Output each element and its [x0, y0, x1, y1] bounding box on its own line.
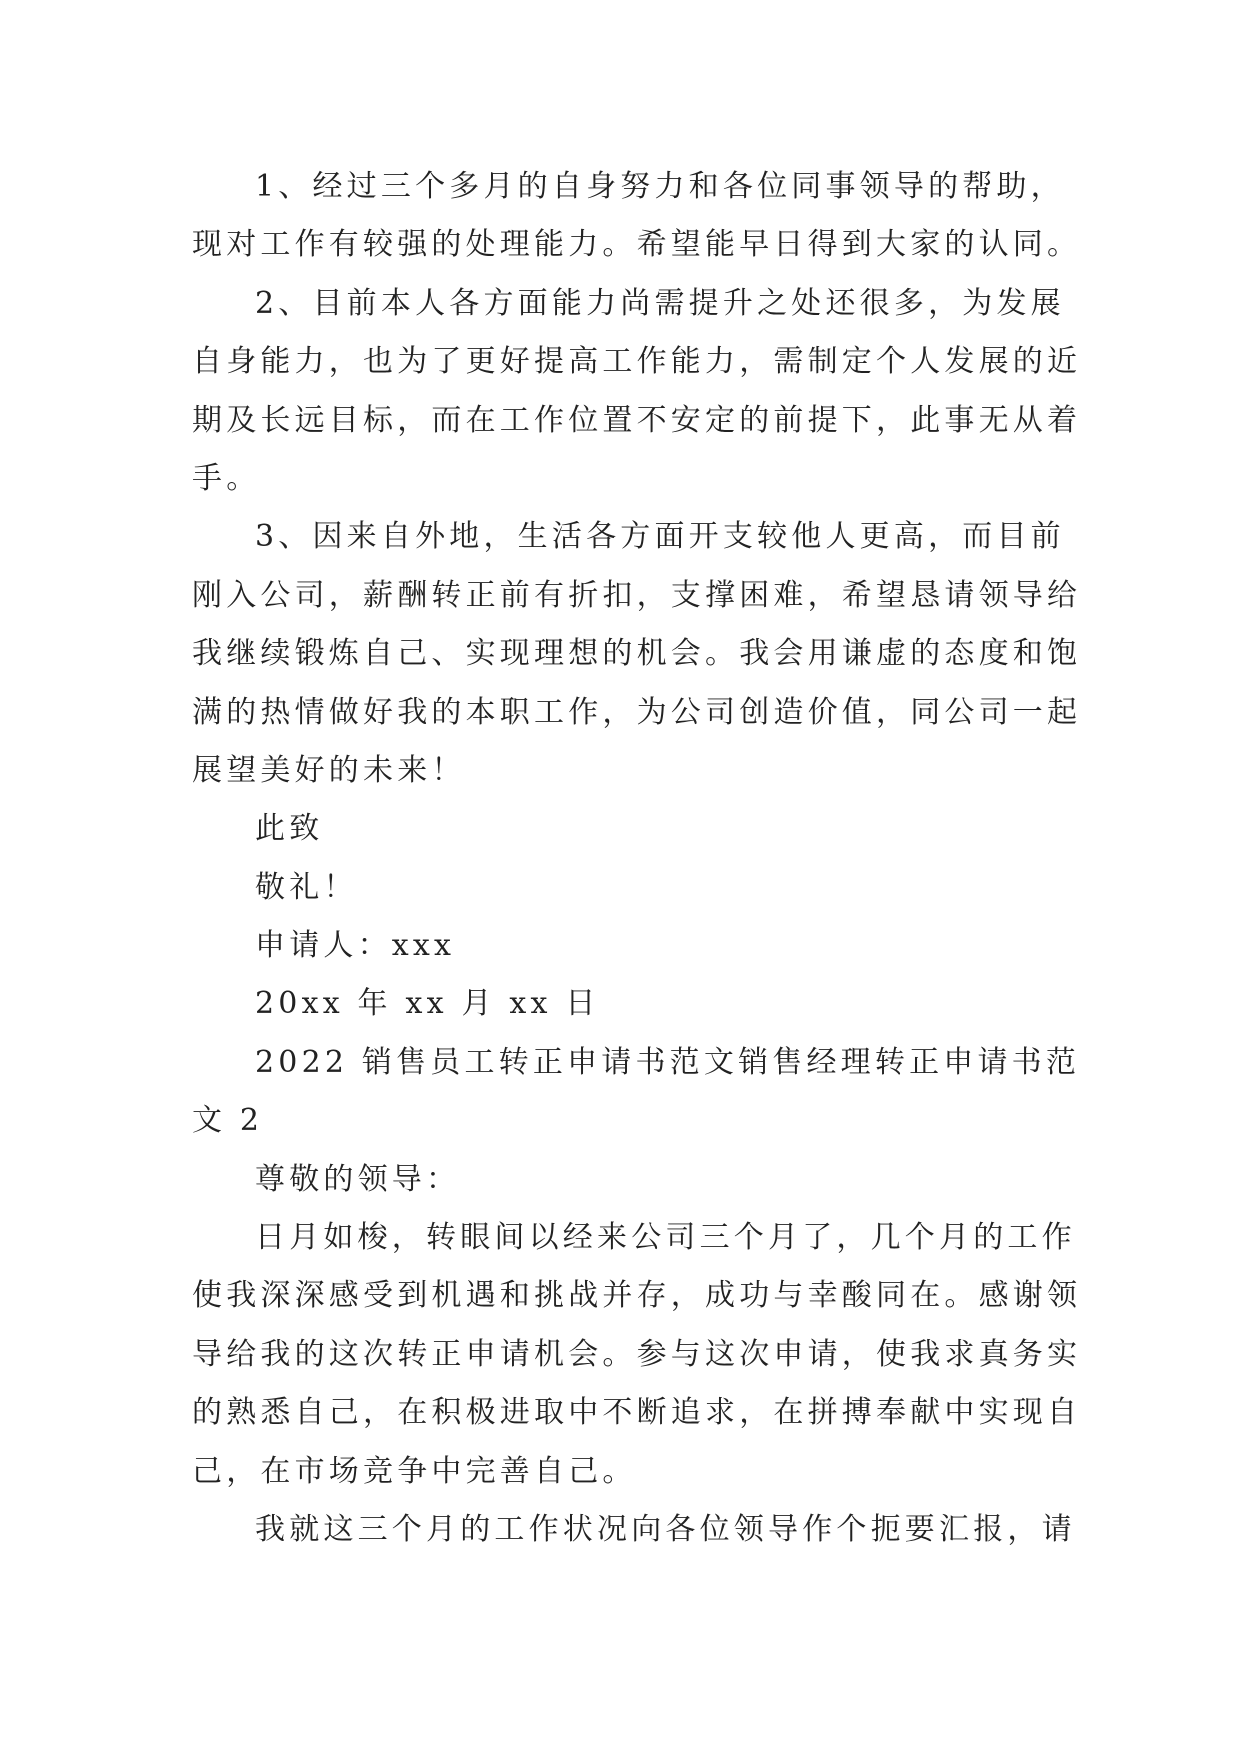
- paragraph-2-line-2: 自身能力，也为了更好提高工作能力，需制定个人发展的近: [192, 344, 1082, 380]
- document-body: [192, 158, 1082, 1559]
- paragraph-3-line-3: 我继续锻炼自己、实现理想的机会。我会用谦虚的态度和饱: [192, 636, 1082, 672]
- paragraph-2-line-1: 2、目前本人各方面能力尚需提升之处还很多，为发展: [255, 285, 1065, 321]
- paragraph-2-line-3: 期及长远目标，而在工作位置不安定的前提下，此事无从着: [192, 402, 1082, 438]
- paragraph-1-line-2: 现对工作有较强的处理能力。希望能早日得到大家的认同。: [192, 227, 1082, 263]
- paragraph-3-line-4: 满的热情做好我的本职工作，为公司创造价值，同公司一起: [192, 694, 1082, 730]
- paragraph-5-line-1: 我就这三个月的工作状况向各位领导作个扼要汇报，请: [255, 1511, 1076, 1547]
- paragraph-4-line-1: 日月如梭，转眼间以经来公司三个月了，几个月的工作: [255, 1220, 1076, 1256]
- paragraph-3-line-2: 刚入公司，薪酬转正前有折扣，支撑困难，希望恳请领导给: [192, 577, 1082, 613]
- paragraph-2-line-4: 手。: [192, 460, 261, 496]
- paragraph-4-line-2: 使我深深感受到机遇和挑战并存，成功与幸酸同在。感谢领: [192, 1278, 1082, 1314]
- paragraph-4-line-5: 己，在市场竞争中完善自己。: [192, 1453, 637, 1489]
- paragraph-4-line-3: 导给我的这次转正申请机会。参与这次申请，使我求真务实: [192, 1336, 1082, 1372]
- paragraph-4-line-4: 的熟悉自己，在积极进取中不断追求，在拼搏奉献中实现自: [192, 1395, 1082, 1431]
- paragraph-3-line-1: 3、因来自外地，生活各方面开支较他人更高，而目前: [255, 519, 1065, 555]
- section-title-line-1: 2022 销售员工转正申请书范文销售经理转正申请书范: [255, 1044, 1081, 1080]
- applicant-signature: 申请人：xxx: [255, 928, 456, 964]
- signature-date: 20xx 年 xx 月 xx 日: [255, 986, 600, 1022]
- section-title-line-2: 文 2: [192, 1103, 264, 1139]
- letter-greeting: 尊敬的领导：: [255, 1161, 461, 1197]
- paragraph-1-line-1: 1、经过三个多月的自身努力和各位同事领导的帮助，: [255, 169, 1065, 204]
- closing-salutation: 此致: [255, 811, 324, 847]
- closing-regards: 敬礼！: [255, 869, 358, 905]
- paragraph-3-line-5: 展望美好的未来！: [192, 752, 466, 788]
